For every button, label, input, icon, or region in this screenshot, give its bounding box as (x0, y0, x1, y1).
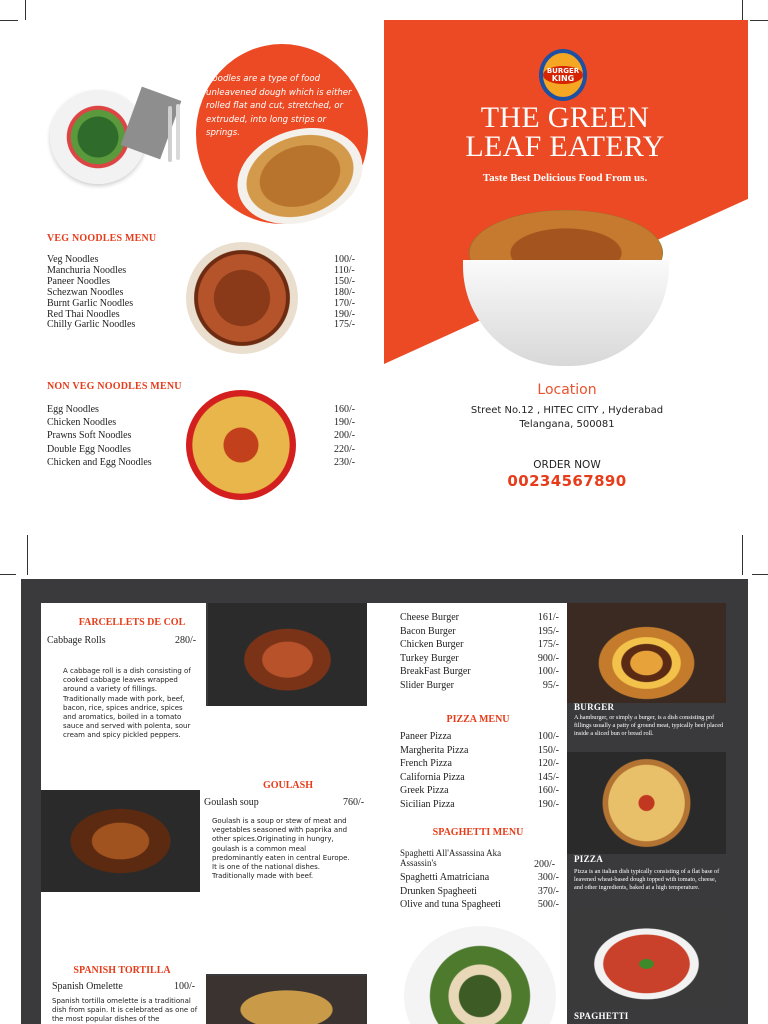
menu-item-name: Sicilian Pizza (400, 798, 455, 810)
svg-text:BURGER: BURGER (546, 67, 580, 75)
menu-item-name: Paneer Pizza (400, 731, 452, 742)
menu-item-name: Veg Noodles (47, 254, 99, 265)
address-line-1: Street No.12 , HITEC CITY , Hyderabad (470, 405, 664, 416)
location-heading: Location (537, 382, 597, 398)
spaghetti-prices (520, 872, 559, 913)
title-line-2: LEAF EATERY (465, 130, 665, 163)
menu-item-price: 300/- (537, 872, 559, 883)
pizza-list (400, 731, 468, 812)
menu-item-name: Cheese Burger (400, 612, 459, 623)
menu-item-name: Turkey Burger (400, 652, 459, 664)
title-line-1: THE GREEN (480, 101, 650, 134)
menu-item-price: 120/- (537, 758, 559, 769)
menu-item-price: 180/- (334, 286, 356, 298)
menu-item-name: Spaghetti Amatriciana (400, 872, 490, 883)
menu-item-name: Slider Burger (400, 679, 454, 691)
burger-list (400, 612, 471, 693)
menu-item-price: 145/- (537, 771, 559, 783)
spaghetti-photo (567, 910, 726, 1008)
burger-caption-description: A hamburger, or simply a burger, is a dish consisting pof fillings usually a patty of ground meat, typically beef placed inside a sliced bun or bread roll. (574, 714, 724, 737)
menu-item-price: 190/- (537, 798, 559, 810)
crop-mark (27, 535, 28, 575)
crop-mark (25, 0, 26, 20)
burger-prices (524, 612, 559, 693)
menu-item-name: Egg Noodles (47, 404, 99, 415)
fork-image (168, 106, 172, 162)
menu-item-name: Cabbage Rolls (47, 635, 106, 646)
pizza-caption-description: Pizza is an italian dish typically consisting of a flat base of leavened wheat-based dough topped with tomato, cheese, and other ingredients, baked at a high temperature. (574, 868, 720, 891)
menu-item-name: Margherita Pizza (400, 744, 469, 756)
menu-item-name: BreakFast Burger (400, 666, 471, 677)
menu-item-price: 370/- (537, 885, 559, 897)
menu-item-name: Red Thai Noodles (47, 308, 120, 320)
farcellets-heading: FARCELLETS DE COL (78, 617, 186, 628)
goulash-photo (41, 790, 200, 892)
pizza-caption-title: PIZZA (574, 854, 604, 864)
spanish-tortilla-photo (206, 976, 367, 1024)
order-now-label: ORDER NOW (533, 459, 601, 471)
crop-mark (0, 20, 18, 21)
menu-item-price: 100/- (537, 731, 559, 742)
menu-item-name: Prawns Soft Noodles (47, 430, 132, 442)
spanish-tortilla-description: Spanish tortilla omelette is a traditional dish from spain. It is celebrated as one of the most popular dishes of the (52, 997, 198, 1024)
burger-king-logo (537, 47, 589, 103)
menu-item-price: 150/- (537, 744, 559, 756)
svg-text:KING: KING (551, 74, 575, 83)
pizza-photo (567, 752, 726, 854)
menu-item-name: Chilly Garlic Noodles (47, 319, 136, 331)
menu-item-name: Spanish Omelette (52, 981, 123, 992)
order-phone-number[interactable]: 00234567890 (507, 472, 627, 490)
menu-item-price: 175/- (537, 639, 559, 650)
non-veg-noodles-heading: NON VEG NOODLES MENU (47, 381, 182, 392)
pizza-prices (520, 731, 559, 812)
menu-item-price: 900/- (537, 652, 559, 664)
crop-mark (0, 574, 16, 575)
pizza-menu-heading: PIZZA MENU (446, 714, 510, 725)
menu-item-name: Double Egg Noodles (47, 443, 131, 455)
menu-item-price: 190/- (334, 417, 356, 429)
menu-item-name: Manchuria Noodles (47, 264, 127, 276)
menu-item-price: 175/- (334, 319, 356, 331)
non-veg-noodles-list (47, 405, 152, 471)
goulash-heading: GOULASH (262, 780, 313, 791)
spanish-tortilla-heading: SPANISH TORTILLA (73, 965, 171, 976)
menu-item-price: 160/- (334, 404, 356, 415)
veg-noodles-list (47, 255, 135, 331)
tagline: Taste Best Delicious Food From us. (482, 172, 648, 184)
goulash-description: Goulash is a soup or stew of meat and vegetables seasoned with paprika and other spices.Originating in hungry, goulash is a common meal predominantly eaten in central Europe. It is one of the national dishes. Traditionally made with beef. (212, 817, 350, 881)
menu-item-name: Olive and tuna Spagheeti (400, 899, 501, 910)
burger-caption-title: BURGER (574, 702, 615, 712)
address-line-2: Telangana, 500081 (519, 419, 615, 430)
menu-item-price: 500/- (537, 899, 559, 910)
menu-item-price: 280/- (175, 635, 197, 646)
menu-item-price: 100/- (334, 254, 356, 265)
menu-item-price: 190/- (334, 308, 356, 320)
menu-item-price: 220/- (334, 443, 356, 455)
menu-item-price: 760/- (343, 797, 365, 808)
menu-item-name: Schezwan Noodles (47, 286, 124, 298)
menu-item-name: Bacon Burger (400, 625, 456, 637)
knife-image (176, 104, 180, 160)
intro-blurb: Noodles are a type of food unleavened dough which is either rolled flat and cut, stretched, or extruded, into long strips or springs. (206, 74, 352, 139)
burger-photo (567, 603, 726, 703)
non-veg-noodles-prices (334, 405, 355, 471)
napkin-image (121, 87, 182, 160)
menu-item-name: Drunken Spagheeti (400, 885, 477, 897)
menu-item-name: Chicken Noodles (47, 417, 117, 429)
menu-item-price: 100/- (174, 981, 196, 992)
crop-mark (742, 0, 743, 20)
menu-item-name: Spaghetti All'Assassina Aka Assassin's (400, 848, 502, 868)
cabbage-rolls-photo (208, 603, 367, 706)
menu-item-name: Paneer Noodles (47, 275, 111, 287)
cabbage-rolls-description: A cabbage roll is a dish consisting of cooked cabbage leaves wrapped around a variety of fillings. Traditionally made with pork, beef, bacon, rice, spices andrice, spices and aromatics, boiled in a tomato sauce and served with polenta, sour cream and spicy pickled peppers. (63, 667, 191, 740)
menu-item-price: 170/- (334, 297, 356, 309)
crop-mark (742, 535, 743, 575)
spaghetti-menu-heading: SPAGHETTI MENU (432, 827, 524, 838)
menu-item-price: 100/- (537, 666, 559, 677)
menu-item-price: 200/- (334, 430, 356, 442)
menu-item-price: 230/- (334, 456, 356, 468)
menu-item-price: 200/- (534, 859, 556, 870)
menu-item-name: California Pizza (400, 771, 465, 783)
menu-item-price: 150/- (334, 275, 356, 287)
crop-mark (750, 20, 768, 21)
menu-item-name: Chicken Burger (400, 639, 464, 650)
menu-item-name: Goulash soup (204, 797, 259, 808)
menu-item-price: 161/- (537, 612, 559, 623)
spaghetti-list (400, 872, 501, 913)
spaghetti-caption-title: SPAGHETTI (574, 1011, 629, 1021)
crop-mark (752, 574, 768, 575)
menu-item-price: 95/- (542, 679, 559, 691)
veg-noodles-bowl-image (186, 242, 298, 354)
menu-item-name: Burnt Garlic Noodles (47, 297, 134, 309)
menu-item-name: French Pizza (400, 758, 452, 769)
menu-item-name: Greek Pizza (400, 785, 449, 796)
menu-item-price: 195/- (537, 625, 559, 637)
menu-item-price: 110/- (334, 264, 355, 276)
non-veg-noodles-plate-image (186, 390, 296, 500)
veg-noodles-prices (334, 255, 355, 331)
menu-item-price: 160/- (537, 785, 559, 796)
veg-noodles-heading: VEG NOODLES MENU (47, 233, 157, 244)
menu-item-name: Chicken and Egg Noodles (47, 456, 152, 468)
noodle-bowl-hero-image (463, 200, 669, 368)
